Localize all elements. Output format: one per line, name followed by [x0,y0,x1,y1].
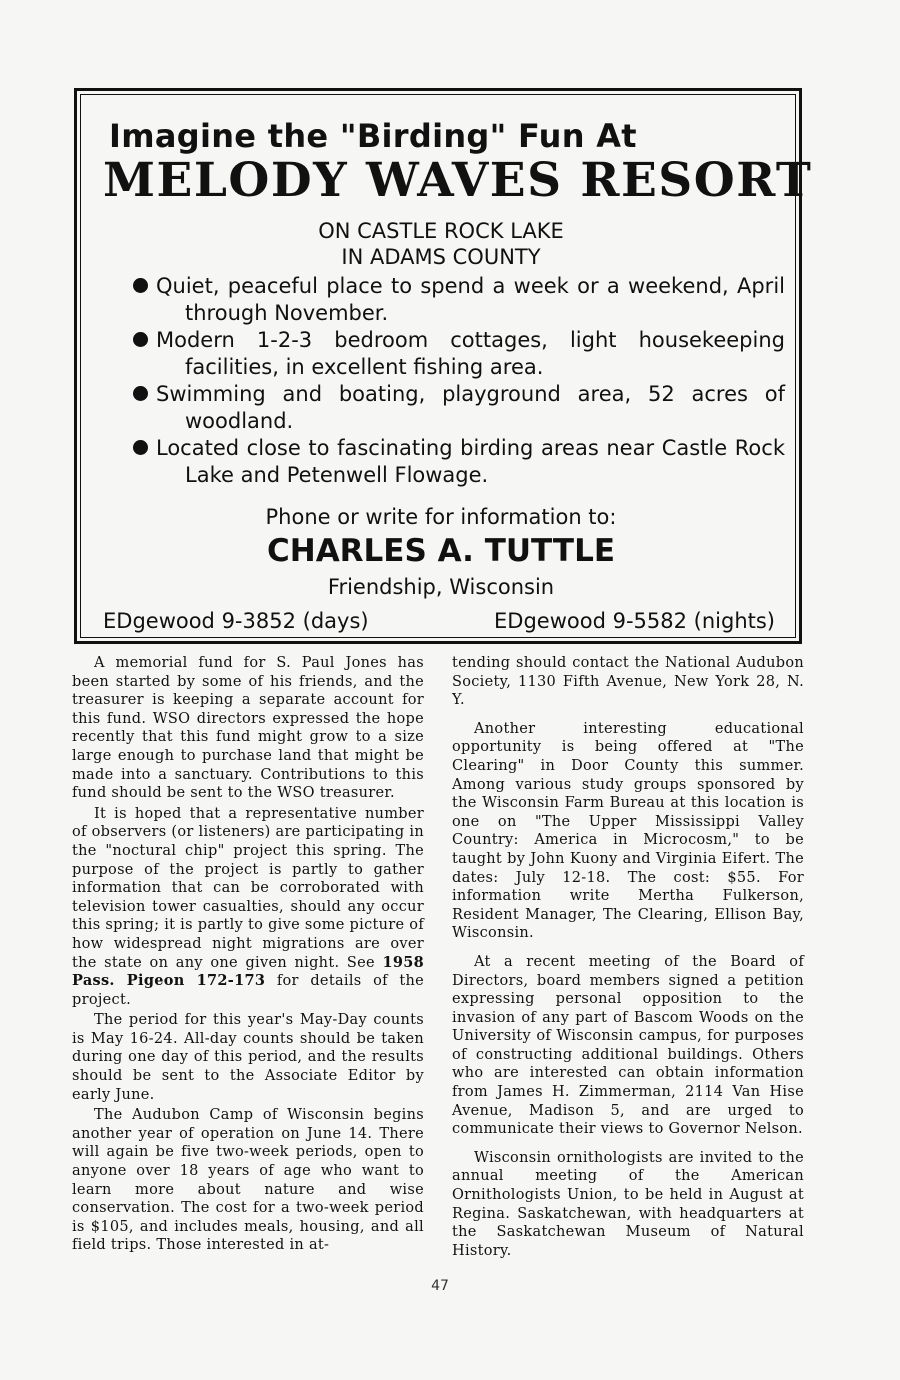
feature-text: Quiet, peaceful place to spend a week or a weekend, April through November. [156,274,785,325]
paragraph-text: for details of the project. [72,973,425,1008]
paragraph-nocturnal-chip [72,805,424,1010]
phone-nights: EDgewood 9-5582 (nights) [494,609,775,633]
paragraph-memorial-fund: A memorial fund for S. Paul Jones has been started by some of his friends, and the treasurer is keeping a separate account for this fund. WSO directors expressed the hope recently that this fund might grow to a size large enough to purchase land that might be made into a sanctuary. Contributions to this fund should be sent to the WSO treasurer. [72,655,424,802]
ad-headline: Imagine the "Birding" Fun At [109,117,637,155]
feature-item [109,327,785,381]
contact-name: CHARLES A. TUTTLE [267,533,615,569]
bullet-icon [133,440,148,455]
paragraph-bascom-woods: At a recent meeting of the Board of Directors, board members signed a petition expressing personal opposition to the invasion of any part of Bascom Woods on the University of Wisconsin campus, for purposes of constructing additional buildings. Others who are interested can obtain information from James H. Zimmerman, 2114 Van Hise Avenue, Madison 5, and are urged to communicate their views to Governor Nelson. [452,953,804,1138]
paragraph-text: It is hoped that a representative number of observers (or listeners) are participating in the "noctural chip" project this spring. The purpose of the project is partly to gather information that can be corroborated with television tower casualties, should any occur this spring; it is partly to give some picture of how widespread night migrations are over the state on any one given night. See [72,805,424,971]
location-line-1: ON CASTLE ROCK LAKE [318,219,564,243]
feature-text: Modern 1-2-3 bedroom cottages, light housekeeping facilities, in excellent fishing area. [156,328,785,379]
resort-name: MELODY WAVES RESORT [103,153,813,208]
contact-town: Friendship, Wisconsin [327,575,555,599]
paragraph-audubon-camp: The Audubon Camp of Wisconsin begins another year of operation on June 14. There will again be five two-week periods, open to anyone over 18 years of age who want to learn more about nature and wise conservation. The cost for a two-week period is $105, and includes meals, housing, and all field trips. Those interested in at- [72,1107,424,1254]
feature-item [109,381,785,435]
feature-text: Swimming and boating, playground area, 52 acres of woodland. [156,382,785,433]
phone-days: EDgewood 9-3852 (days) [103,609,369,633]
paragraph-the-clearing: Another interesting educational opportunity is being offered at "The Clearing" in Door County this summer. Among various study groups sponsored by the Wisconsin Farm Bureau at this location is one on "The Upper Mississippi Valley Country: America in Microcosm," to be taught by John Kuony and Virginia Eifert. The dates: July 12-18. The cost: $55. For information write Mertha Fulkerson, Resident Manager, The Clearing, Ellison Bay, Wisconsin. [452,720,804,942]
paragraph-aou-meeting: Wisconsin ornithologists are invited to the annual meeting of the American Ornithologists Union, to be held in August at Regina. Saskatchewan, with headquarters at the Saskatchewan Museum of Natural History. [452,1149,804,1259]
feature-item [109,273,785,327]
bullet-icon [133,332,148,347]
page-number: 47 [431,1278,449,1294]
citation-reference: 1958 Pass. Pigeon 172-173 [72,953,424,990]
contact-prompt: Phone or write for information to: [265,505,617,529]
feature-list [109,273,785,489]
article-column-right [452,654,804,1260]
paragraph-may-day-counts: The period for this year's May-Day counts is May 16-24. All-day counts should be taken during one day of this period, and the results should be sent to the Associate Editor by early June. [72,1012,424,1103]
advertisement-inner-border [80,94,813,638]
article-column-left [72,654,424,1255]
feature-item [109,435,785,489]
bullet-icon [133,386,148,401]
resort-advertisement [74,88,813,644]
paragraph-continued: tending should contact the National Audubon Society, 1130 Fifth Avenue, New York 28, N. Y. [452,655,804,709]
location-line-2: IN ADAMS COUNTY [341,245,541,269]
feature-text: Located close to fascinating birding areas near Castle Rock Lake and Petenwell Flowage. [156,436,785,487]
bullet-icon [133,278,148,293]
